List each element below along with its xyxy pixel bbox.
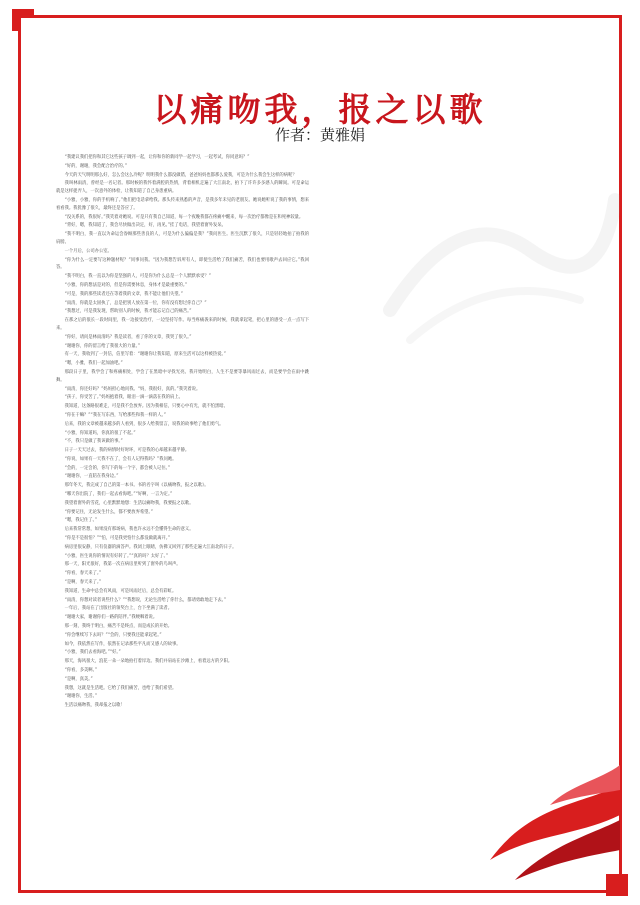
body-paragraph: “我想过，可是我发现，帮助别人的时候，我才能忘记自己的痛苦。” <box>64 309 192 315</box>
body-paragraph: “我不明白，我一直以为命运会眷顾那些善良的人，可是为什么偏偏是我？”我问医生。医生沉默了很久，只是轻轻地拍了拍我的肩膀。 <box>56 232 309 245</box>
body-paragraph: 生活以痛吻我，我却报之以歌！ <box>64 703 125 709</box>
body-paragraph: “是啊，春天来了。” <box>64 580 102 586</box>
body-paragraph: “谢谢你，你的留言给了我很大的力量。” <box>64 343 140 349</box>
body-paragraph: 我想，这就是生活吧。它给了我们痛苦，也给了我们希望。 <box>64 685 177 691</box>
body-paragraph: 后来我常常想，如果没有那场病，我也许永远不会懂得生命的意义。 <box>64 527 194 533</box>
body-paragraph: 有一天，我收到了一封信，信里写着：“谢谢你让我知道，原来生活可以这样被热爱。” <box>64 352 226 358</box>
author-label: 作者： <box>274 126 320 144</box>
body-paragraph: “背好，嗯，我知道了，我会尽快做出决定，好，再见。”挂了电话，我望着窗外发呆。 <box>64 223 226 229</box>
body-paragraph: 我叫林雨清，曾经是一名记者。那时候的我怀着满腔的热情，背着相机走遍了大江南北，拍下了许许多多感人的瞬间。可是命运就是这样捉弄人，一次意外的体检，让我知道了自己身患重病。 <box>56 181 309 195</box>
body-paragraph: “小雅，小雅，你的手机响了。”他们把电话拿给我。那头传来熟悉的声音，是我多年未见的老朋友。她说她听说了我的事情，想来看看我。我犹豫了很久，最终还是答应了。 <box>56 197 309 211</box>
body-paragraph: “雨清，你想对读者说些什么？”“我想说，无论生活给了你什么，都请勇敢地走下去。” <box>64 597 227 603</box>
body-paragraph: 我知道，这条路很难走，可是我不会放弃。因为我相信，只要心中有光，就不怕黑暗。 <box>64 404 228 410</box>
body-paragraph: “孩子，你受苦了。”妈妈抱着我，眼泪一滴一滴落在我的肩上。 <box>64 395 183 401</box>
body-paragraph: “没关系的，我很好。”我笑着对她说。可是只有我自己知道，每一个夜晚我都在疼痛中醒来，每一次治疗都像是在和死神较量。 <box>64 214 304 220</box>
body-paragraph: “谢谢你，生活。” <box>64 694 97 700</box>
body-paragraph: 那一刻，我终于明白，痛苦不是终点，而是成长的开始。 <box>64 624 173 630</box>
body-paragraph: “你看，多美啊。” <box>64 668 97 674</box>
body-paragraph: “雨清，你还好吗？”妈妈担心地问我。“妈，我很好，真的。”我笑着说。 <box>64 386 201 392</box>
body-paragraph: “哪天你出院了，我们一起去看海吧。”“好啊，一言为定。” <box>64 492 173 498</box>
body-paragraph: “你会继续写下去吗？”“会的，只要我还能拿起笔。” <box>64 632 162 638</box>
body-paragraph: “小雅，我们去看海吧。”“好。” <box>64 650 121 656</box>
body-paragraph: “小雅，医生说你的情况有好转了。”“真的吗？太好了。” <box>64 553 169 559</box>
author-line <box>0 124 640 145</box>
body-paragraph: “是啊，真美。” <box>64 676 93 682</box>
article-title: 以痛吻我，报之以歌 <box>153 90 487 129</box>
body-paragraph: 后来，我的文章被越来越多的人看到，很多人给我留言，说我的故事给了他们勇气。 <box>64 421 224 427</box>
body-paragraph: “你说，如果有一天我不在了，会有人记得我吗？”我问她。 <box>64 456 177 462</box>
body-paragraph: “雨清，你就是太固执了，总是把别人放在第一位，你有没有想过你自己？” <box>64 300 207 306</box>
article-body <box>56 154 584 854</box>
author-name: 黄雅娟 <box>320 126 366 144</box>
body-paragraph: 我望着窗外的雪花，心里默默地想：生活以痛吻我，我要报之以歌。 <box>64 500 194 506</box>
body-paragraph: “小雅，你的想法是对的，但是你需要休息，身体才是最重要的。” <box>64 282 188 288</box>
body-paragraph: “嗯，我记住了。” <box>64 518 97 524</box>
body-paragraph: “你看，春天来了。” <box>64 571 102 577</box>
body-paragraph: 日子一天天过去，我的病情时好时坏，可是我的心却越来越平静。 <box>64 448 190 454</box>
body-paragraph: 病房里很安静，只有仪器的滴答声。我闭上眼睛，仿佛又回到了那些走遍大江南北的日子。 <box>64 544 237 550</box>
body-paragraph: 一年后，我站在了出版社的领奖台上，台下坐满了读者。 <box>64 606 173 612</box>
body-paragraph: “你为什么一定要写这种题材呢？”同事问我。“因为我想告诉所有人，即使生活给了我们痛苦，我们也要用歌声去回应它。”我回答。 <box>56 257 309 271</box>
body-paragraph: 那年冬天，我完成了自己的第一本书。书的名字叫《以痛吻我，报之以歌》。 <box>64 483 209 489</box>
body-paragraph: “你在干嘛？”“我在写东西，写给那些和我一样的人。” <box>64 412 166 418</box>
body-paragraph: 一个月后，公司办公室。 <box>64 248 112 254</box>
body-paragraph: 那段日子里，我学会了和疼痛相处，学会了在黑暗中寻找光亮。我开始明白，人生不是要等暴风雨过去，而是要学会在雨中跳舞。 <box>56 369 309 383</box>
body-paragraph: “好的，谢谢，我会配合治疗的。” <box>64 163 128 169</box>
body-paragraph: 今天的天气明明那么好，怎么会这么冷呢？明明我什么都没做错，爸爸妈妈也都那么爱我，可是为什么我会生这样的病呢？ <box>64 172 297 178</box>
body-paragraph: “会的，一定会的，你写下的每一个字，都会被人记住。” <box>64 465 171 471</box>
body-paragraph: 那一天，阳光很好，我第一次在病房里听到了窗外的鸟叫声。 <box>64 562 181 568</box>
body-paragraph: “你是不是很怕？”“怕，可是我更怕什么都没做就离开。” <box>64 536 171 542</box>
body-paragraph: 如今，我依然在写作，依然在记录那些平凡而又感人的故事。 <box>64 641 181 647</box>
body-paragraph: 我知道，生命中总会有风雨，可是风雨过后，总会有彩虹。 <box>64 588 177 594</box>
body-paragraph: “谢谢你，一直陪在我身边。” <box>64 474 119 480</box>
body-paragraph: “我建议我们把你和其它这些孩子调到一起，让你和你的新同学一起学习，一起考试，你同意吗？” <box>64 155 250 160</box>
body-paragraph: 在那之后的很长一段时间里，我一边接受治疗，一边坚持写作。每当疼痛袭来的时候，我就拿起笔，把心里的感受一点一点写下来。 <box>56 318 309 331</box>
body-paragraph: “我不明白，我一直以为你是坚强的人，可是你为什么总是一个人默默承受？” <box>64 274 211 280</box>
body-paragraph: “谢谢大家，谢谢你们一路的陪伴。”我哽咽着说。 <box>64 615 158 621</box>
red-ribbon-decoration <box>470 765 620 885</box>
body-paragraph: “可是，我的那些读者还在等着我的文章，我不能让他们失望。” <box>64 291 183 297</box>
body-paragraph: “你好，请问是林雨清吗？我是读者，看了你的文章，我哭了很久。” <box>64 334 192 340</box>
body-paragraph: “不，我只是做了我该做的事。” <box>64 439 123 445</box>
body-paragraph: “嗯，小雅，我们一起加油吧。” <box>64 361 123 367</box>
body-paragraph: 那天，海风很大，浪花一朵一朵地拍打着岸边。我们并肩站在沙滩上，看着远方的夕阳。 <box>64 659 233 665</box>
body-paragraph: “你要记住，无论发生什么，都不要放弃希望。” <box>64 509 153 515</box>
body-paragraph: “小雅，你知道吗，你真的很了不起。” <box>64 430 136 436</box>
